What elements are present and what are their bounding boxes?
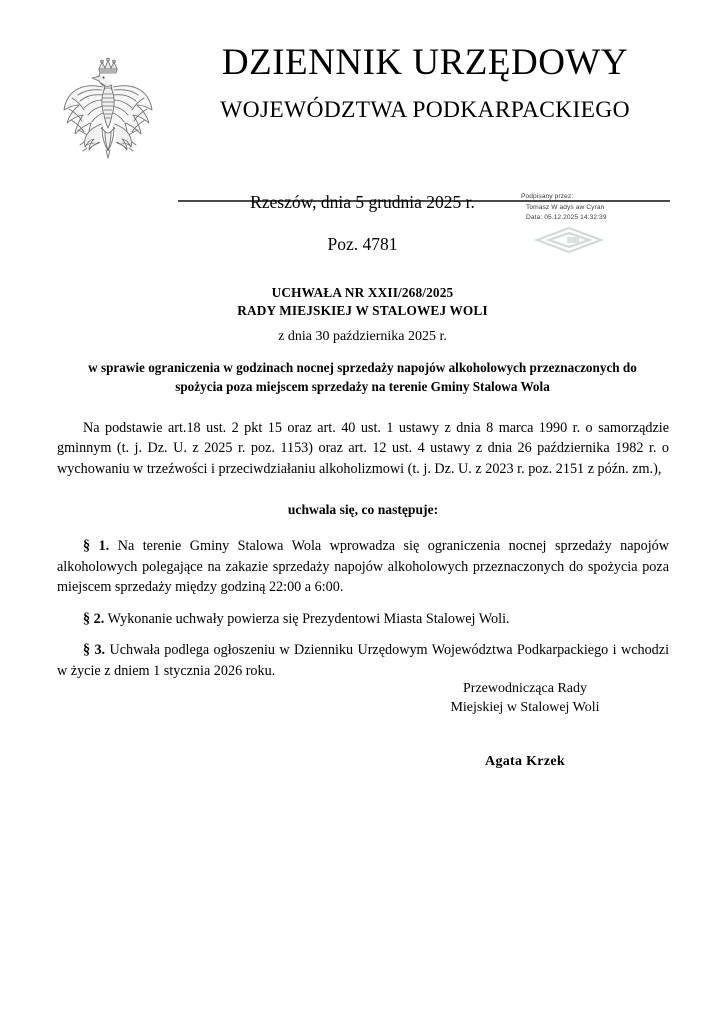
resolution-authority: RADY MIEJSKIEJ W STALOWEJ WOLI xyxy=(237,302,488,318)
resolution-number: UCHWAŁA NR XXII/268/2025 xyxy=(271,285,454,300)
section-text: Na terenie Gminy Stalowa Wola wprowadza się ograniczenia nocnej sprzedaży napojów alkoholowych polegające na zakazie sprzedaży napojów alkoholowych przeznaczonych do spożycia poza miejscem sprzedaży między godziną 22:00 a 6:00. xyxy=(57,538,670,596)
resolution-subject-line-1: w sprawie ograniczenia w godzinach nocnej sprzedaży napojów alkoholowych przeznaczonych do xyxy=(88,360,637,375)
resolution-date: z dnia 30 października 2025 r. xyxy=(278,329,447,344)
footer-signature-block xyxy=(380,679,670,770)
enacting-clause: uchwala się, co następuje: xyxy=(287,502,439,518)
signatory-role-line-1: Przewodnicząca Rady xyxy=(463,681,587,696)
section-paragraph xyxy=(57,536,669,597)
section-mark: § 3. xyxy=(83,642,106,659)
section-paragraph xyxy=(57,609,669,629)
masthead-titles xyxy=(170,42,680,124)
signature-signer-name: Tomasz W adys aw Cyran xyxy=(526,203,605,211)
gazette-title: DZIENNIK URZĘDOWY xyxy=(221,42,629,83)
section-mark: § 1. xyxy=(83,538,110,555)
section-text: Uchwała podlega ogłoszeniu w Dzienniku Urzędowym Województwa Podkarpackiego i wchodzi w życie z dniem 1 stycznia 2026 roku. xyxy=(57,642,670,679)
masthead xyxy=(0,42,725,172)
issue-city-date: Rzeszów, dnia 5 grudnia 2025 r. xyxy=(250,192,475,212)
signature-date: Data: 05.12.2025 14:32:39 xyxy=(526,214,607,222)
resolution-subject xyxy=(80,359,645,396)
gazette-subtitle: WOJEWÓDZTWA PODKARPACKIEGO xyxy=(220,96,630,123)
section-list xyxy=(57,536,669,681)
polish-eagle-coat-of-arms-icon xyxy=(58,52,158,170)
section-paragraph xyxy=(57,640,669,681)
section-text: Wykonanie uchwały powierza się Prezydentowi Miasta Stalowej Woli. xyxy=(107,610,510,627)
section-mark: § 2. xyxy=(83,610,105,627)
legal-basis-paragraph: Na podstawie art.18 ust. 2 pkt 15 oraz art. 40 ust. 1 ustawy z dnia 8 marca 1990 r. o samorządzie gminnym (t. j. Dz. U. z 2025 r. poz. 1153) oraz art. 12 ust. 4 ustawy z dnia 26 października 1982 r. o wychowaniu w trzeźwości i przeciwdziałaniu alkoholizmowi (t. j. Dz. U. z 2023 r. poz. 2151 z późn. zm.), xyxy=(57,420,669,477)
signature-label: Podpisany przez: xyxy=(521,193,574,200)
signatory-role-line-2: Miejskiej w Stalowej Woli xyxy=(450,700,600,716)
resolution-subject-line-2: spożycia poza miejscem sprzedaży na terenie Gminy Stalowa Wola xyxy=(175,378,550,394)
certificate-diamond-logo-icon xyxy=(531,225,607,255)
digital-signature-stamp xyxy=(521,192,633,264)
signatory-name: Agata Krzek xyxy=(485,754,565,770)
document-body xyxy=(57,418,669,681)
issue-position: Poz. 4781 xyxy=(327,234,398,254)
resolution-heading xyxy=(0,284,725,319)
